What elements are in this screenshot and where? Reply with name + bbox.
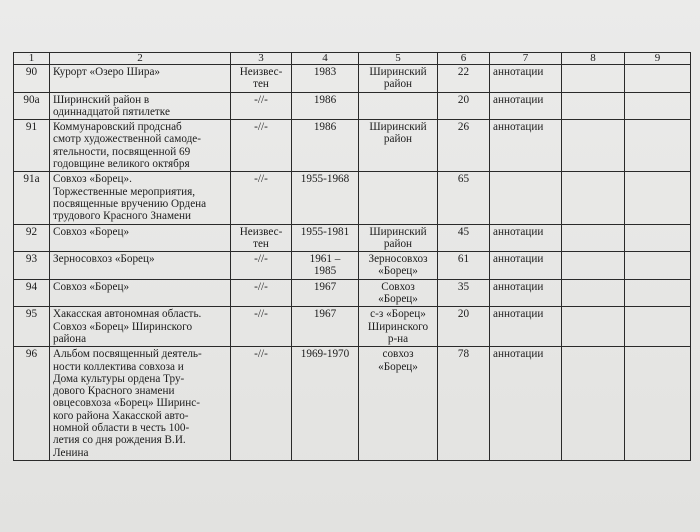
table-row: [14, 252, 691, 280]
record-col9: [625, 224, 691, 252]
record-col9: [625, 307, 691, 347]
record-years: 1986: [292, 120, 359, 172]
record-type: аннотации: [490, 65, 562, 93]
table-row: [14, 279, 691, 307]
record-years: 1967: [292, 307, 359, 347]
record-place: Ширинский район: [359, 65, 438, 93]
record-col8: [562, 224, 625, 252]
record-place: Зерносовхоз «Борец»: [359, 252, 438, 280]
header-row: [14, 53, 691, 65]
record-years: 1955-1968: [292, 172, 359, 224]
record-title: Совхоз «Борец». Торжественные мероприятия, посвященные вручению Ордена трудового Красного Знамени: [50, 172, 231, 224]
column-header: 3: [231, 53, 292, 65]
record-number: 95: [14, 307, 50, 347]
record-years: 1961 – 1985: [292, 252, 359, 280]
record-author: -//-: [231, 172, 292, 224]
record-place: совхоз «Борец»: [359, 347, 438, 461]
column-header: 4: [292, 53, 359, 65]
record-col8: [562, 172, 625, 224]
record-count: 35: [438, 279, 490, 307]
record-years: 1983: [292, 65, 359, 93]
record-title: Хакасская автономная область. Совхоз «Борец» Ширинского района: [50, 307, 231, 347]
table-row: [14, 92, 691, 120]
record-type: [490, 172, 562, 224]
table-row: [14, 65, 691, 93]
record-type: аннотации: [490, 224, 562, 252]
record-col9: [625, 172, 691, 224]
record-title: Ширинский район в одиннадцатой пятилетке: [50, 92, 231, 120]
record-title: Альбом посвященный деятель- ности коллектива совхоза и Дома культуры ордена Тру- дового Красного знамени овцесовхоза «Борец» Ширинс- кого района Хакасской авто- номной области в честь 100- летия со дня рождения В.И. Ленина: [50, 347, 231, 461]
record-author: -//-: [231, 252, 292, 280]
record-count: 61: [438, 252, 490, 280]
record-title: Зерносовхоз «Борец»: [50, 252, 231, 280]
table-row: [14, 307, 691, 347]
record-place: Ширинский район: [359, 224, 438, 252]
record-type: аннотации: [490, 307, 562, 347]
record-years: 1969-1970: [292, 347, 359, 461]
record-title: Курорт «Озеро Шира»: [50, 65, 231, 93]
record-number: 92: [14, 224, 50, 252]
record-count: 78: [438, 347, 490, 461]
record-place: [359, 92, 438, 120]
record-col8: [562, 92, 625, 120]
record-count: 20: [438, 92, 490, 120]
record-number: 91: [14, 120, 50, 172]
record-col9: [625, 120, 691, 172]
record-place: с-з «Борец» Ширинского р-на: [359, 307, 438, 347]
table-row: [14, 120, 691, 172]
record-type: аннотации: [490, 252, 562, 280]
record-count: 65: [438, 172, 490, 224]
column-header: 7: [490, 53, 562, 65]
record-col8: [562, 279, 625, 307]
column-header: 8: [562, 53, 625, 65]
record-title: Коммунаровский продснаб смотр художественной самоде- ятельности, посвященной 69 годовщине великого октября: [50, 120, 231, 172]
column-header: 2: [50, 53, 231, 65]
record-title: Совхоз «Борец»: [50, 224, 231, 252]
record-col8: [562, 65, 625, 93]
record-col9: [625, 92, 691, 120]
record-years: 1955-1981: [292, 224, 359, 252]
table-row: [14, 347, 691, 461]
record-author: Неизвес- тен: [231, 224, 292, 252]
record-col9: [625, 279, 691, 307]
record-place: Ширинский район: [359, 120, 438, 172]
record-place: Совхоз «Борец»: [359, 279, 438, 307]
table-row: [14, 224, 691, 252]
record-number: 91а: [14, 172, 50, 224]
record-col9: [625, 252, 691, 280]
record-count: 20: [438, 307, 490, 347]
record-type: аннотации: [490, 347, 562, 461]
record-years: 1986: [292, 92, 359, 120]
record-count: 26: [438, 120, 490, 172]
record-count: 45: [438, 224, 490, 252]
record-years: 1967: [292, 279, 359, 307]
column-header: 5: [359, 53, 438, 65]
record-number: 90а: [14, 92, 50, 120]
column-header: 9: [625, 53, 691, 65]
record-col8: [562, 307, 625, 347]
record-number: 96: [14, 347, 50, 461]
record-number: 90: [14, 65, 50, 93]
record-col8: [562, 120, 625, 172]
record-title: Совхоз «Борец»: [50, 279, 231, 307]
record-type: аннотации: [490, 120, 562, 172]
record-author: -//-: [231, 92, 292, 120]
table-row: [14, 172, 691, 224]
record-col8: [562, 252, 625, 280]
record-author: Неизвес- тен: [231, 65, 292, 93]
record-col8: [562, 347, 625, 461]
record-count: 22: [438, 65, 490, 93]
record-type: аннотации: [490, 92, 562, 120]
record-author: -//-: [231, 347, 292, 461]
record-author: -//-: [231, 120, 292, 172]
record-type: аннотации: [490, 279, 562, 307]
column-header: 6: [438, 53, 490, 65]
record-author: -//-: [231, 307, 292, 347]
record-place: [359, 172, 438, 224]
record-number: 94: [14, 279, 50, 307]
column-header: 1: [14, 53, 50, 65]
record-author: -//-: [231, 279, 292, 307]
catalog-table: [13, 52, 691, 461]
record-col9: [625, 347, 691, 461]
record-col9: [625, 65, 691, 93]
record-number: 93: [14, 252, 50, 280]
